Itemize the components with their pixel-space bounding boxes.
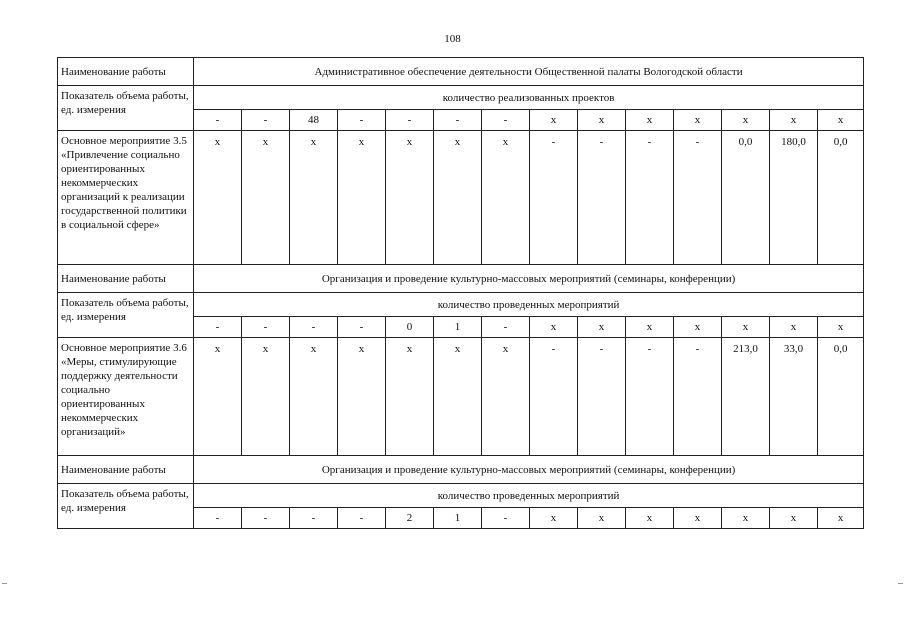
table-row: [58, 293, 864, 317]
measure-cell: x: [482, 338, 530, 456]
indicator-cell: 48: [290, 110, 338, 131]
indicator-cell: x: [674, 110, 722, 131]
work-name-label: Наименование работы: [58, 456, 194, 484]
measure-cell: x: [194, 131, 242, 265]
indicator-cell: -: [194, 110, 242, 131]
measure-cell: x: [434, 338, 482, 456]
measure-cell: 33,0: [770, 338, 818, 456]
measure-cell: x: [434, 131, 482, 265]
indicator-label: Показатель объема работы, ед. измерения: [58, 86, 194, 131]
indicator-cell: -: [482, 110, 530, 131]
indicator-cell: x: [674, 317, 722, 338]
indicator-cell: 1: [434, 317, 482, 338]
measure-cell: x: [290, 338, 338, 456]
indicator-label: Показатель объема работы, ед. измерения: [58, 484, 194, 529]
indicator-cell: x: [530, 110, 578, 131]
work-name-value: Организация и проведение культурно-массовых мероприятий (семинары, конференции): [194, 265, 864, 293]
indicator-cell: -: [290, 508, 338, 529]
indicator-cell: x: [818, 508, 864, 529]
table-row: [58, 484, 864, 508]
page-number: 108: [444, 33, 461, 45]
work-name-value: Административное обеспечение деятельности Общественной палаты Вологодской области: [194, 58, 864, 86]
measure-cell: 0,0: [818, 338, 864, 456]
measure-cell: x: [242, 338, 290, 456]
work-plan-table: [57, 57, 864, 529]
work-name-label: Наименование работы: [58, 58, 194, 86]
measure-cell: x: [386, 131, 434, 265]
measure-row: [58, 131, 864, 265]
indicator-cell: x: [818, 110, 864, 131]
indicator-cell: 0: [386, 317, 434, 338]
indicator-cell: x: [674, 508, 722, 529]
measure-cell: -: [530, 131, 578, 265]
indicator-value: количество проведенных мероприятий: [194, 293, 864, 317]
measure-cell: -: [530, 338, 578, 456]
measure-label: Основное мероприятие 3.6 «Меры, стимулирующие поддержку деятельности социально ориентированных некоммерческих организаций»: [58, 338, 194, 456]
measure-cell: 213,0: [722, 338, 770, 456]
measure-cell: 0,0: [818, 131, 864, 265]
measure-cell: -: [578, 131, 626, 265]
indicator-cell: x: [770, 317, 818, 338]
table-row: [58, 456, 864, 484]
measure-label: Основное мероприятие 3.5 «Привлечение социально ориентированных некоммерческих организаций к реализации государственной политики в социальной сфере»: [58, 131, 194, 265]
measure-cell: -: [626, 338, 674, 456]
indicator-cell: x: [578, 508, 626, 529]
indicator-cell: x: [818, 317, 864, 338]
indicator-cell: -: [338, 110, 386, 131]
measure-cell: x: [242, 131, 290, 265]
measure-row: [58, 338, 864, 456]
indicator-cell: -: [386, 110, 434, 131]
indicator-cell: -: [194, 317, 242, 338]
indicator-cell: -: [290, 317, 338, 338]
indicator-cell: -: [338, 508, 386, 529]
indicator-cell: -: [194, 508, 242, 529]
indicator-cell: x: [626, 110, 674, 131]
indicator-cell: x: [578, 110, 626, 131]
measure-cell: x: [338, 131, 386, 265]
indicator-cell: x: [530, 508, 578, 529]
measure-cell: x: [338, 338, 386, 456]
scan-edge-mark: [2, 583, 7, 584]
indicator-label: Показатель объема работы, ед. измерения: [58, 293, 194, 338]
measure-cell: -: [578, 338, 626, 456]
work-name-label: Наименование работы: [58, 265, 194, 293]
indicator-cell: -: [482, 508, 530, 529]
indicator-cell: 1: [434, 508, 482, 529]
indicator-value: количество проведенных мероприятий: [194, 484, 864, 508]
indicator-value: количество реализованных проектов: [194, 86, 864, 110]
measure-cell: x: [290, 131, 338, 265]
measure-cell: x: [482, 131, 530, 265]
table-row: [58, 58, 864, 86]
indicator-cell: x: [530, 317, 578, 338]
measure-cell: -: [626, 131, 674, 265]
indicator-cell: x: [578, 317, 626, 338]
indicator-cell: x: [626, 317, 674, 338]
indicator-cell: -: [434, 110, 482, 131]
indicator-cell: -: [482, 317, 530, 338]
indicator-cell: x: [722, 508, 770, 529]
measure-cell: x: [386, 338, 434, 456]
indicator-cell: x: [626, 508, 674, 529]
measure-cell: -: [674, 131, 722, 265]
indicator-cell: 2: [386, 508, 434, 529]
indicator-cell: x: [722, 317, 770, 338]
measure-cell: 0,0: [722, 131, 770, 265]
indicator-cell: x: [770, 110, 818, 131]
indicator-cell: -: [338, 317, 386, 338]
indicator-cell: -: [242, 508, 290, 529]
table-row: [58, 265, 864, 293]
scan-edge-mark: [898, 583, 903, 584]
work-name-value: Организация и проведение культурно-массовых мероприятий (семинары, конференции): [194, 456, 864, 484]
measure-cell: -: [674, 338, 722, 456]
measure-cell: 180,0: [770, 131, 818, 265]
indicator-cell: -: [242, 317, 290, 338]
table-row: [58, 86, 864, 110]
measure-cell: x: [194, 338, 242, 456]
indicator-cell: x: [722, 110, 770, 131]
indicator-cell: -: [242, 110, 290, 131]
indicator-cell: x: [770, 508, 818, 529]
